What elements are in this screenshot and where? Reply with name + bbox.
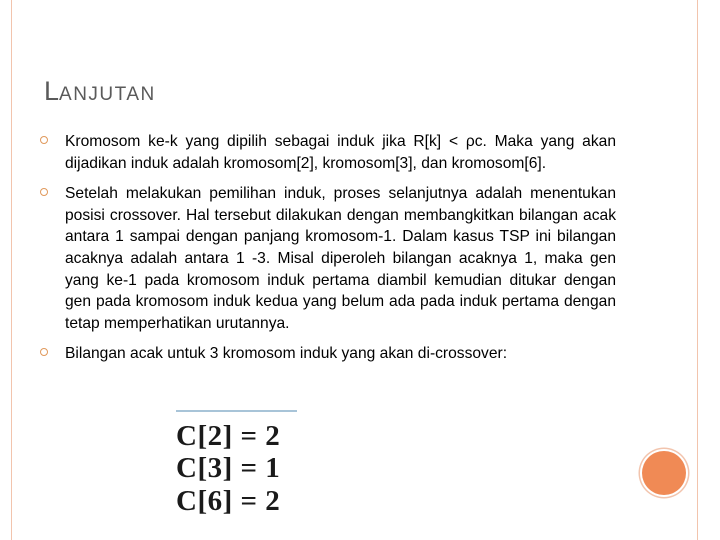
formula-image xyxy=(176,410,297,520)
ring-bullet-icon xyxy=(40,348,48,356)
formula-c3: C[3] = 1 xyxy=(176,452,281,484)
bullet-item xyxy=(40,343,616,365)
slide-title xyxy=(44,76,156,107)
formula-c2: C[2] = 2 xyxy=(176,420,281,452)
ring-bullet-icon xyxy=(40,188,48,196)
slide-title-rest: ANJUTAN xyxy=(59,84,156,105)
slide-title-initial: L xyxy=(44,76,60,106)
orange-circle-decoration xyxy=(642,451,686,495)
right-frame-line xyxy=(697,0,698,540)
bullet-text: Setelah melakukan pemilihan induk, proses selanjutnya adalah menentukan posisi crossover. Hal tersebut dilakukan dengan membangkitkan bilangan acak antara 1 sampai dengan panjang kromosom-1. Dalam kasus TSP ini bilangan acaknya adalah antara 1 -3. Misal diperoleh bilangan acaknya 1, maka gen yang ke-1 pada kromosom induk pertama diambil kemudian ditukar dengan gen pada kromosom induk kedua yang belum ada pada induk pertama dengan tetap memperhatikan urutannya. xyxy=(65,185,616,332)
formula-c6: C[6] = 2 xyxy=(176,485,281,517)
left-frame-line xyxy=(11,0,12,540)
bullet-list xyxy=(40,131,616,374)
ring-bullet-icon xyxy=(40,136,48,144)
bullet-item xyxy=(40,183,616,334)
bullet-text: Bilangan acak untuk 3 kromosom induk yang akan di-crossover: xyxy=(65,345,508,363)
bullet-item xyxy=(40,131,616,174)
bullet-text: Kromosom ke-k yang dipilih sebagai induk jika R[k] < ρc. Maka yang akan dijadikan induk adalah kromosom[2], kromosom[3], dan kromosom[6]. xyxy=(65,133,616,172)
formula-divider xyxy=(176,410,297,412)
